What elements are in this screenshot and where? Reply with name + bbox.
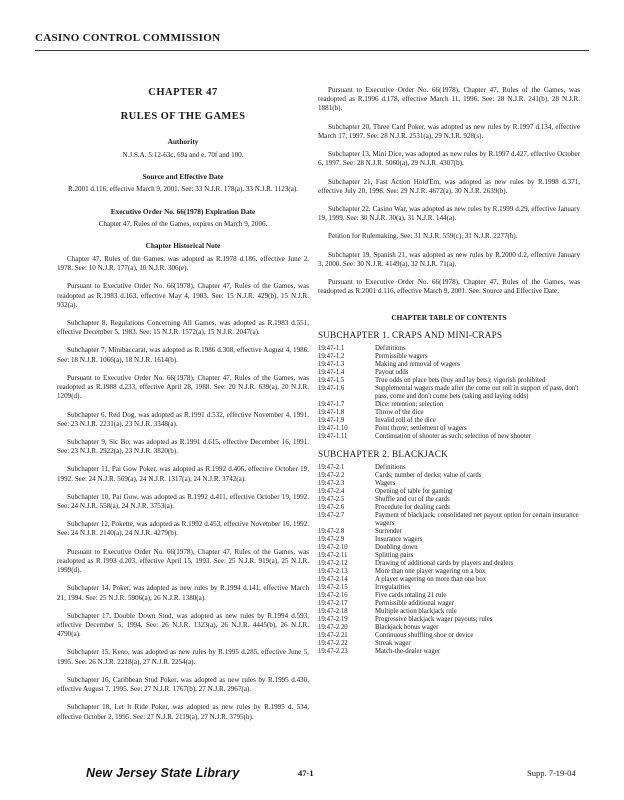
history-note: Subchapter 16, Caribbean Stud Poker, was adopted as new rules by R.1995 d.430, effective August 7, 1995. See: 27 N.J.R. 1767(b), 27 N.J.R. 2967(a). [57,675,309,694]
toc-entry [318,528,580,536]
section-title: Five cards totaling 21 rule [375,592,447,600]
section-title: Wagers [375,480,396,488]
section-number: 19:47-1.6 [318,385,345,393]
section-number: 19:47-2.3 [318,480,345,488]
history-note: Subchapter 20, Three Card Poker, was adopted as new rules by R.1997 d.134, effective March 17, 1997. See: 28 N.J.R. 2531(a), 29 N.J.R. 928(s). [318,122,580,140]
section-number: 19:47-2.6 [318,504,345,512]
toc-entry [318,576,580,584]
toc-entry [318,361,580,369]
toc-entry [318,512,580,528]
toc-entry [318,369,580,377]
history-note: Subchapter 11, Pai Gow Poker, was adopted as R.1992 d.406, effective October 19, 1992. See: 24 N.J.R. 569(a), 24 N.J.R. 1317(a), 24 N.J.R. 3742(a). [57,465,309,483]
toc-table [318,464,580,656]
section-number: 19:47-1.10 [318,425,348,433]
section-title: Progressive blackjack wager payouts; rules [375,616,493,624]
section-title: Match-the-dealer wager [375,648,441,656]
chapter-number: CHAPTER 47 [148,87,218,98]
section-number: 19:47-2.4 [318,488,345,496]
section-number: 19:47-1.11 [318,433,348,441]
toc-entry [318,409,580,417]
history-note: Pursuant to Executive Order No. 66(1978), Chapter 47, Rules of the Games, was readopted as R.1983 d.163, effective May 4, 1983. See: 15 N.J.R. 429(b), 15 N.J.R. 932(a). [57,282,309,309]
section-number: 19:47-2.2 [318,472,345,480]
chapter-title: RULES OF THE GAMES [120,110,246,122]
history-note: Subchapter 19, Spanish 21, was adopted as new rules by R.2000 d.2, effective January 3, 2000. See: 30 N.J.R. 4149(a), 32 N.J.R. 71(a). [318,250,580,268]
section-number: 19:47-2.23 [318,648,348,656]
section-title: Permissible additional wager [375,600,454,608]
section-title: Throw of the dice [375,409,424,417]
toc-entry [318,385,580,401]
source-text: R.2001 d.116, effective March 9, 2001. See: 33 N.J.R. 178(a), 33 N.J.R. 1123(a). [67,185,299,194]
history-note: Subchapter 10, Pai Gow, was adopted as R.1992 d.411, effective October 19, 1992. See: 24 N.J.R. 558(a), 24 N.J.R. 3753(a). [57,492,309,511]
section-title: True odds on place bets (buy and lay bets); vigorish prohibited [375,377,546,384]
section-number: 19:47-2.5 [318,496,345,504]
section-title: Splitting pairs [375,552,414,560]
section-title: Continuation of shooter as such; selection of new shooter [375,433,531,441]
section-title: Definitions [375,464,406,472]
section-number: 19:47-2.12 [318,560,348,568]
section-title: A player wagering on more than one box [375,576,487,584]
toc-entry [318,377,580,385]
history-note: Subchapter 13, Mini Dice, was adopted as new rules by R.1997 d.427, effective October 6, 1997. See: 28 N.J.R. 5060(a), 29 N.J.R. 4307(b). [318,150,580,168]
toc-entry [318,496,580,504]
authority-block [57,137,309,160]
toc-entry [318,600,580,608]
history-note: Subchapter 17, Double Down Stud, was adopted as new rules by R.1994 d.593, effective December 5, 1994. See: 26 N.J.R. 1323(a), 26 N.J.R. 4445(b), 26 N.J.R. 4790(a). [57,611,309,639]
subchapter-heading: SUBCHAPTER 2. BLACKJACK [318,449,448,460]
section-title: Making and removal of wagers [375,360,460,368]
toc-entry [318,568,580,576]
section-title: Payout odds [375,368,409,376]
section-number: 19:47-2.20 [318,624,348,632]
toc-entry [318,433,580,441]
history-note: Chapter 47, Rules of the Games, was adopted as R.1978 d.186, effective June 2, 1978. See: 10 N.J.R. 177(a), 10 N.J.R. 306(e). [57,254,309,273]
library-watermark: New Jersey State Library [86,766,240,780]
source-heading: Source and Effective Date [142,171,224,181]
history-note: Petition for Rulemaking. See: 31 N.J.R. 559(c), 31 N.J.R. 2277(b). [328,232,518,241]
history-note: Subchapter 15, Keno, was adopted as new rules by R.1995 d.285, effective June 5, 1995. See: 26 N.J.R. 2218(a), 27 N.J.R. 2254(a). [57,648,309,666]
toc-entry [318,464,580,472]
running-head: CASINO CONTROL COMMISSION [35,32,221,44]
section-number: 19:47-2.21 [318,632,348,640]
history-note: Pursuant to Executive Order No. 66(1978), Chapter 47, Rules of the Games, was readopted as R.1996 d.178, effective March 11, 1996. See: 28 N.J.R. 241(b), 28 N.J.R. 1881(b). [318,86,580,113]
section-number: 19:47-2.9 [318,536,345,544]
section-number: 19:47-2.16 [318,592,348,600]
toc-entry [318,504,580,512]
toc-entry [318,425,580,433]
expiration-block [57,207,309,230]
section-number: 19:47-1.1 [318,344,345,352]
authority-text: N.J.S.A. 5:12-63c, 69a and e, 70f and 100. [122,150,244,159]
section-number: 19:47-2.15 [318,584,348,592]
authority-heading: Authority [167,137,199,147]
subchapter-heading: SUBCHAPTER 1. CRAPS AND MINI-CRAPS [318,329,503,340]
section-number: 19:47-2.11 [318,552,348,560]
section-number: 19:47-2.18 [318,608,348,616]
section-title: More than one player wagering on a box [375,568,486,576]
section-title: Streak wager [375,640,411,648]
toc-entry [318,608,580,616]
section-title: Continuous shuffling shoe or device [375,632,474,640]
supplement-date: Supp. 7-19-04 [527,768,576,778]
section-title: Definitions [375,344,406,352]
expiration-text: Chapter 47, Rules of the Games, expires on March 9, 2006. [98,220,268,229]
toc-entry [318,648,580,656]
toc-entry [318,616,580,624]
toc-entry [318,345,580,353]
section-title: Multiple action blackjack rule [375,608,457,616]
section-number: 19:47-2.22 [318,640,348,648]
expiration-heading: Executive Order No. 66(1978) Expiration Date [110,206,256,216]
section-title: Surrender [375,528,402,536]
toc-entry [318,544,580,552]
section-title: Dice: retention; selection [375,401,444,409]
history-note: Pursuant to Executive Order No. 66(1978), Chapter 47, Rules of the Games, was readopted as R.2001 d.116, effective March 9, 2001. See: Source and Effective Date. [318,278,580,296]
toc-entry [318,592,580,600]
section-number: 19:47-1.8 [318,409,345,417]
section-title: Drawing of additional cards by players and dealers [375,560,514,568]
history-heading: Chapter Historical Note [145,241,221,251]
history-note: Subchapter 12, Pokette, was adopted as R.1992 d.453, effective November 16, 1992. See: 24 N.J.R. 2140(a), 24 N.J.R. 4279(b). [57,520,309,538]
section-title: Invalid roll of the dice [375,417,436,425]
toc-entry [318,632,580,640]
section-number: 19:47-2.10 [318,544,348,552]
section-number: 19:47-2.14 [318,576,348,584]
history-note: Subchapter 9, Sic Bo, was adopted as R.1991 d.615, effective December 16, 1991. See: 23 N.J.R. 2922(a), 23 N.J.R. 3820(b). [57,437,309,456]
toc-entry [318,401,580,409]
toc-entry [318,560,580,568]
section-title: Blackjack bonus wager [375,624,439,632]
toc-entry [318,488,580,496]
page-number: 47-1 [298,768,314,778]
history-note: Subchapter 18, Let It Ride Poker, was adopted as new rules by R.1995 d. 534, effective October 2, 1995. See: 27 N.J.R. 2119(a), 27 N.J.R. 3795(b). [57,703,309,721]
toc-entry [318,552,580,560]
toc-entry [318,640,580,648]
history-note: Pursuant to Executive Order No. 66(1978), Chapter 47, Rules of the Games, was readopted as R.1988 d.233, effective April 28, 1988. See: 20 N.J.R. 639(a), 20 N.J.R. 1209(d). [57,373,309,401]
history-note: Subchapter 22, Casino War, was adopted as new rules by R.1999 d.29, effective January 19, 1999. See: 30 N.J.R. 30(a), 31 N.J.R. 144(a). [318,204,580,223]
section-number: 19:47-2.17 [318,600,348,608]
section-title: Point throw; settlement of wagers [375,425,467,433]
history-note: Pursuant to Executive Order No. 66(1978), Chapter 47, Rules of the Games, was readopted as R.1993 d.203, effective April 15, 1993. See: 25 N.J.R. 919(a), 25 N.J.R. 1999(d). [57,547,309,575]
section-number: 19:47-1.2 [318,352,345,360]
history-note: Subchapter 6, Red Dog, was adopted as R.1991 d.532, effective November 4, 1991. See: 23 N.J.R. 2231(a), 23 N.J.R. 3348(a). [57,410,309,428]
section-number: 19:47-1.5 [318,377,345,384]
history-note: Subchapter 14, Poker, was adopted as new rules by R.1994 d.141, effective March 21, 1994. See: 25 N.J.R. 5906(a), 26 N.J.R. 1380(a). [57,584,309,602]
right-column [318,86,580,656]
toc-entry [318,536,580,544]
section-title: Procedure for dealing cards [375,504,450,512]
section-number: 19:47-1.9 [318,417,345,425]
toc-entry [318,417,580,425]
section-title: Doubling down [375,544,418,552]
section-number: 19:47-2.19 [318,616,348,624]
toc-table [318,345,580,441]
section-title: Supplemental wagers made after the come out roll in support of pass, don't pass, come and don't come bets (taking and laying odds) [375,385,579,401]
section-title: Insurance wagers [375,536,423,544]
section-number: 19:47-1.7 [318,401,345,409]
history-note: Subchapter 21, Fast Action Hold'Em, was adopted as new rules by R.1998 d.371, effective July 20, 1998. See: 29 N.J.R. 4672(a), 30 N.J.R. 2639(b). [318,177,580,195]
toc-entry [318,472,580,480]
toc-entry [318,353,580,361]
section-title: Cards; number of decks; value of cards [375,472,482,480]
source-block [57,172,309,195]
section-number: 19:47-2.13 [318,568,348,576]
section-number: 19:47-2.8 [318,528,345,536]
section-title: Opening of table for gaming [375,488,453,496]
toc-entry [318,480,580,488]
history-note: Subchapter 8, Regulations Concerning All Games, was adopted as R.1983 d.551, effective December 5, 1983. See: 15 N.J.R. 1572(a), 15 N.J.R. 2047(a). [57,318,309,337]
section-title: Shuffle and cut of the cards [375,496,450,504]
toc-entry [318,624,580,632]
history-note: Subchapter 7, Minibaccarat, was adopted as R.1986 d.308, effective August 4, 1986. See: 18 N.J.R. 1066(a), 18 N.J.R. 1614(b). [57,346,309,364]
toc-entry [318,584,580,592]
section-title: Payment of blackjack; consolidated net payout option for certain insurance wagers [375,512,579,528]
toc-heading: CHAPTER TABLE OF CONTENTS [391,312,507,322]
left-column [57,86,309,731]
section-number: 19:47-1.3 [318,360,345,368]
section-number: 19:47-1.4 [318,368,345,376]
section-title: Irregularities [375,584,411,592]
header-rule [35,50,589,51]
section-title: Permissible wagers [375,352,428,360]
section-number: 19:47-2.1 [318,464,345,472]
section-number: 19:47-2.7 [318,512,345,520]
